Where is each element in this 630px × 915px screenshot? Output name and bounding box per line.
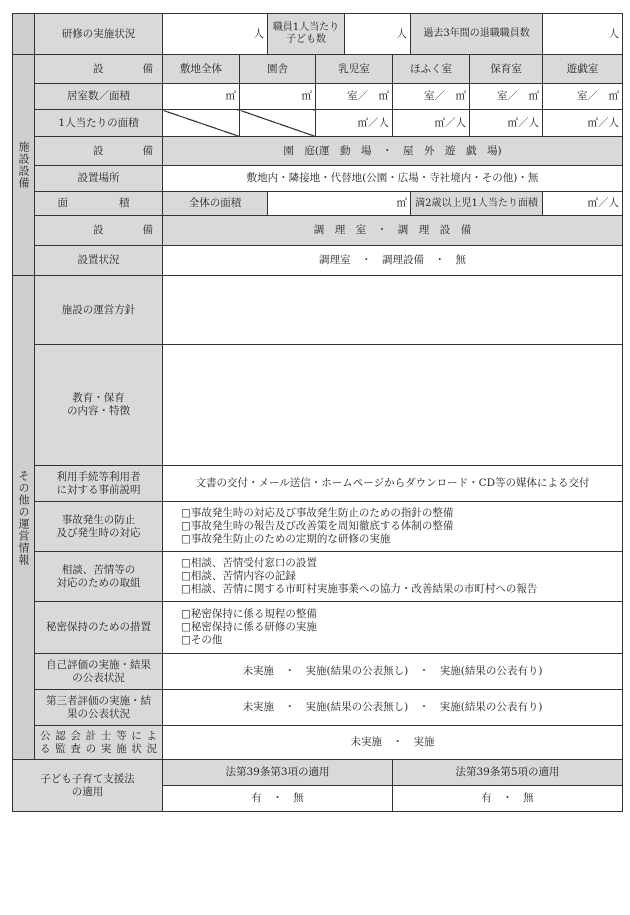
nursery-room-field[interactable]: 室／ ㎡: [470, 84, 543, 110]
per-person-row: [13, 110, 623, 137]
procedure-options[interactable]: 文書の交付・メール送信・ホームページからダウンロード・CD等の媒体による交付: [163, 466, 623, 502]
accident-row: [13, 502, 623, 552]
crawl-room-field[interactable]: 室／ ㎡: [393, 84, 470, 110]
over2-label: 満2歳以上児1人当たり面積: [411, 192, 543, 216]
col-header-building: 園舎: [240, 55, 316, 84]
accident-check-2[interactable]: □事故発生時の報告及び改善策を周知徹底する体制の整備: [181, 520, 454, 532]
building-area-field[interactable]: ㎡: [240, 84, 316, 110]
area-label: 面 積: [35, 192, 163, 216]
install-options[interactable]: 調理室 ・ 調理設備 ・ 無: [163, 246, 623, 276]
total-area-label: 全体の面積: [163, 192, 268, 216]
play-room-field[interactable]: 室／ ㎡: [543, 84, 623, 110]
location-row: [13, 166, 623, 192]
training-label: 研修の実施状況: [35, 14, 163, 55]
secret-check-1[interactable]: □秘密保持に係る規程の整備: [181, 608, 317, 620]
infant-per-person-field[interactable]: ㎡／人: [316, 110, 393, 137]
secret-checklist: [163, 602, 623, 654]
accident-check-3[interactable]: □事故発生防止のための定期的な研修の実施: [181, 533, 391, 545]
complaint-checklist: [163, 552, 623, 602]
policy-field[interactable]: [163, 276, 623, 345]
audit-row: [13, 726, 623, 760]
facility-header-row: [13, 55, 623, 84]
site-area-field[interactable]: ㎡: [163, 84, 240, 110]
accident-label: 事故発生の防止 及び発生時の対応: [35, 502, 163, 552]
col-header-site: 敷地全体: [163, 55, 240, 84]
kitchen-equip-label: 設 備: [35, 216, 163, 246]
self-eval-options[interactable]: 未実施 ・ 実施(結果の公表無し) ・ 実施(結果の公表有り): [163, 654, 623, 690]
play-per-person-field[interactable]: ㎡／人: [543, 110, 623, 137]
unit-person: 人: [253, 27, 264, 40]
procedure-label: 利用手続等利用者 に対する事前説明: [35, 466, 163, 502]
self-eval-label: 自己評価の実施・結果 の公表状況: [35, 654, 163, 690]
procedure-row: [13, 466, 623, 502]
kitchen-header-row: [13, 216, 623, 246]
garden-equip-label: 設 備: [35, 137, 163, 166]
nursery-per-person-field[interactable]: ㎡／人: [470, 110, 543, 137]
building-diagonal: [240, 110, 316, 137]
complaint-check-3[interactable]: □相談、苦情に関する市町村実施事業への協力・改善結果の市町村への報告: [181, 583, 538, 595]
crawl-per-person-field[interactable]: ㎡／人: [393, 110, 470, 137]
infant-room-field[interactable]: 室／ ㎡: [316, 84, 393, 110]
over2-field[interactable]: ㎡／人: [543, 192, 623, 216]
accident-checklist: [163, 502, 623, 552]
accident-check-1[interactable]: □事故発生時の対応及び事故発生防止のための指針の整備: [181, 507, 454, 519]
art3-label: 法第39条第3項の適用: [163, 760, 393, 786]
complaint-check-1[interactable]: □相談、苦情受付窓口の設置: [181, 557, 317, 569]
education-label: 教育・保育 の内容・特徴: [35, 345, 163, 466]
install-row: [13, 246, 623, 276]
kitchen-label: 調 理 室 ・ 調 理 設 備: [163, 216, 623, 246]
education-row: [13, 345, 623, 466]
operation-info-form: [12, 13, 622, 812]
facility-side-label: 施設設備: [13, 55, 35, 276]
third-eval-label: 第三者評価の実施・結 果の公表状況: [35, 690, 163, 726]
rooms-area-label: 居室数／面積: [35, 84, 163, 110]
education-field[interactable]: [163, 345, 623, 466]
rooms-area-row: [13, 84, 623, 110]
complaint-check-2[interactable]: □相談、苦情内容の記録: [181, 570, 296, 582]
training-side-cell: [13, 14, 35, 55]
col-header-nursery: 保育室: [470, 55, 543, 84]
past3-label: 過去3年間の退職職員数: [411, 14, 543, 55]
training-count-field[interactable]: [163, 14, 268, 55]
col-header-crawl: ほふく室: [393, 55, 470, 84]
secret-row: [13, 602, 623, 654]
site-diagonal: [163, 110, 240, 137]
info-table: [12, 13, 623, 812]
complaint-label: 相談、苦情等の 対応のための取組: [35, 552, 163, 602]
secret-label: 秘密保持のための措置: [35, 602, 163, 654]
total-area-field[interactable]: ㎡: [268, 192, 411, 216]
col-header-play: 遊戯室: [543, 55, 623, 84]
per-person-label: 1人当たりの面積: [35, 110, 163, 137]
col-header-infant: 乳児室: [316, 55, 393, 84]
location-options[interactable]: 敷地内・隣接地・代替地(公園・広場・寺社境内・その他)・無: [163, 166, 623, 192]
secret-check-2[interactable]: □秘密保持に係る研修の実施: [181, 621, 317, 633]
per-staff-field[interactable]: 人: [345, 14, 411, 55]
install-label: 設置状況: [35, 246, 163, 276]
location-label: 設置場所: [35, 166, 163, 192]
policy-label: 施設の運営方針: [35, 276, 163, 345]
per-staff-label: 職員1人当たり子ども数: [268, 14, 345, 55]
past3-field[interactable]: 人: [543, 14, 623, 55]
policy-row: [13, 276, 623, 345]
area-row: [13, 192, 623, 216]
law-label: 子ども子育て支援法 の適用: [13, 760, 163, 812]
audit-options[interactable]: 未実施 ・ 実施: [163, 726, 623, 760]
secret-check-3[interactable]: □その他: [181, 634, 223, 646]
audit-label: 公認会計士等によ る監査の実施状況: [35, 726, 163, 760]
self-eval-row: [13, 654, 623, 690]
third-eval-options[interactable]: 未実施 ・ 実施(結果の公表無し) ・ 実施(結果の公表有り): [163, 690, 623, 726]
other-side-label: その他の運営情報: [13, 276, 35, 760]
law-header-row: [13, 760, 623, 786]
art5-label: 法第39条第5項の適用: [393, 760, 623, 786]
garden-label: 園 庭(運 動 場 ・ 屋 外 遊 戯 場): [163, 137, 623, 166]
complaint-row: [13, 552, 623, 602]
art5-options[interactable]: 有 ・ 無: [393, 786, 623, 812]
training-row: [13, 14, 623, 55]
garden-header-row: [13, 137, 623, 166]
equip-label: 設 備: [35, 55, 163, 84]
art3-options[interactable]: 有 ・ 無: [163, 786, 393, 812]
third-eval-row: [13, 690, 623, 726]
